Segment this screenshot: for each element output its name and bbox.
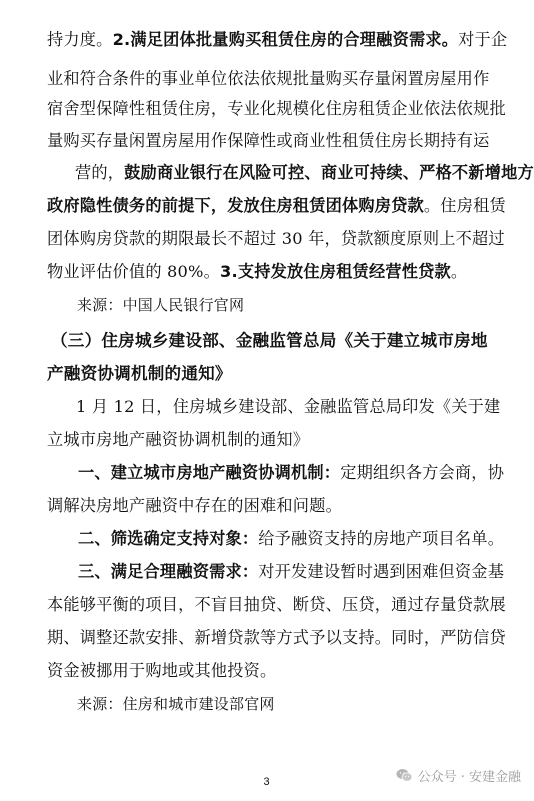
paragraph-line: 立城市房地产融资协调机制的通知》: [47, 430, 310, 449]
paragraph-line: [78, 529, 518, 549]
paragraph-line: [78, 463, 518, 483]
text-run: 对于企: [458, 30, 508, 49]
paragraph-line: 团体购房贷款的期限最长不超过 30 年，贷款额度原则上不超过: [47, 229, 505, 248]
page-number: 3: [263, 776, 270, 788]
source-note: 来源：中国人民银行官网: [77, 296, 245, 314]
bold-text-run: 三、满足合理融资需求：: [78, 562, 259, 581]
text-run: 营的，: [75, 163, 125, 182]
paragraph-line: [47, 30, 508, 50]
text-run: 给予融资支持的房地产项目名单。: [258, 529, 505, 548]
paragraph-line: 本能够平衡的项目，不盲目抽贷、断贷、压贷，通过存量贷款展: [47, 595, 506, 614]
paragraph-line: [75, 163, 534, 183]
text-run: 对开发建设暂时遇到困难但资金基: [258, 562, 505, 581]
watermark: [396, 766, 521, 785]
paragraph-line: [47, 262, 487, 282]
paragraph-line: 量购买存量闲置房屋用作保障性或商业性租赁住房长期持有运: [47, 131, 490, 150]
text-run: 定期组织各方会商，协: [340, 463, 505, 482]
paragraph-line: 期、调整还款安排、新增贷款等方式予以支持。同时，严防信贷: [47, 628, 506, 647]
paragraph-line: [78, 562, 518, 582]
bold-text-run: 二、筛选确定支持对象：: [78, 529, 259, 548]
text-run: 。: [450, 262, 468, 281]
bold-text-run: 2.满足团体批量购买租赁住房的合理融资需求。: [112, 30, 459, 49]
bold-text-run: 一、建立城市房地产融资协调机制：: [78, 463, 341, 482]
text-run: 物业评估价值的 80%。: [47, 262, 221, 281]
section-heading: （三）住房城乡建设部、金融监管总局《关于建立城市房地: [51, 331, 488, 350]
paragraph-line: 宿舍型保障性租赁住房，专业化规模化住房租赁企业依法依规批: [47, 99, 506, 118]
paragraph-line: 调解决房地产融资中存在的困难和问题。: [47, 496, 342, 515]
paragraph-line: 业和符合条件的事业单位依法依规批量购买存量闲置房屋用作: [47, 69, 490, 88]
bold-text-run: 3.支持发放住房租赁经营性贷款: [220, 262, 451, 281]
bold-text-run: 鼓励商业银行在风险可控、商业可持续、严格不新增地方: [124, 163, 534, 182]
paragraph-line: 1 月 12 日，住房城乡建设部、金融监管总局印发《关于建: [76, 397, 501, 416]
paragraph-line: 资金被挪用于购地或其他投资。: [47, 661, 277, 680]
text-run: 。住房租赁: [423, 196, 506, 215]
source-note: 来源：住房和城市建设部官网: [77, 695, 275, 713]
bold-text-run: 政府隐性债务的前提下，发放住房租赁团体购房贷款: [47, 196, 424, 215]
section-heading: 产融资协调机制的通知》: [47, 364, 232, 383]
wechat-icon: [396, 768, 413, 783]
text-run: 持力度。: [47, 30, 113, 49]
paragraph-line: [47, 196, 506, 216]
watermark-text: 公众号 · 安建金融: [417, 770, 521, 785]
